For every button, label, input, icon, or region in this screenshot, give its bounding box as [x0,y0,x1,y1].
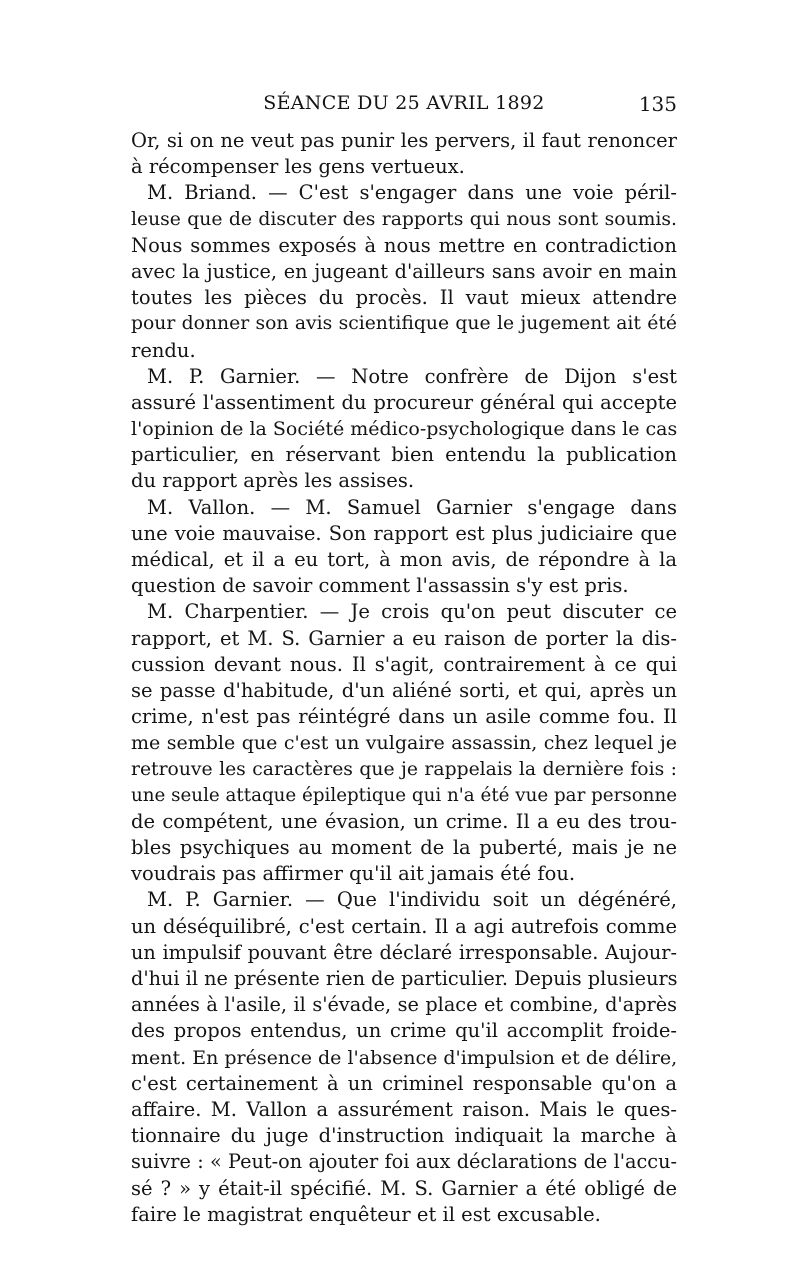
text-line: ment. En présence de l'absence d'impulsion et de délire, [131,1046,678,1069]
text-line: pour donner son avis scientifique que le jugement ait été [131,313,677,335]
text-line: question de savoir comment l'assassin s'y est pris. [131,574,629,598]
text-line: rendu. [131,338,196,362]
text-line: une voie mauvaise. Son rapport est plus judiciaire que [131,521,677,545]
text-line: particulier, en réservant bien entendu la publication [131,443,677,467]
text-line: une seule attaque épileptique qui n'a été vue par personne [131,784,677,806]
text-line: médical, et il a eu tort, à mon avis, de répondre à la [131,548,677,571]
text-line: toutes les pièces du procès. Il vaut mieux attendre [131,286,677,310]
text-line: c'est certainement à un criminel responsable qu'on a [131,1071,677,1095]
text-line: cussion devant nous. Il s'agit, contrairement à ce qui [131,652,677,676]
text-line: M. P. Garnier. — Que l'individu soit un dégénéré, [147,888,677,912]
text-line: sé ? » y était-il spécifié. M. S. Garnier a été obligé de [131,1176,677,1200]
text-line: d'hui il ne présente rien de particulier. Depuis plusieurs [131,967,678,990]
body-text [131,128,677,1228]
text-line: avec la justice, en jugeant d'ailleurs sans avoir en main [131,259,677,283]
text-line: rapport, et M. S. Garnier a eu raison de porter la dis- [131,626,677,650]
text-line: années à l'asile, il s'évade, se place et combine, d'après [131,993,677,1017]
text-line: M. P. Garnier. — Notre confrère de Dijon s'est [147,364,677,388]
text-line: l'opinion de la Société médico-psychologique dans le cas [131,418,678,441]
text-line: un déséquilibré, c'est certain. Il a agi autrefois comme [131,914,677,938]
page-number: 135 [638,92,677,116]
text-line: faire le magistrat enquêteur et il est excusable. [131,1202,601,1226]
text-line: assuré l'assentiment du procureur général qui accepte [131,390,677,414]
text-line: tionnaire du juge d'instruction indiquait la marche à [131,1124,677,1148]
text-line: des propos entendus, un crime qu'il accomplit froide- [131,1019,677,1043]
text-line: voudrais pas affirmer qu'il ait jamais été fou. [131,862,576,886]
text-line: de compétent, une évasion, un crime. Il a eu des trou- [131,809,677,833]
text-line: crime, n'est pas réintégré dans un asile comme fou. Il [131,705,677,729]
running-title: SÉANCE DU 25 AVRIL 1892 [263,92,545,114]
text-line: affaire. M. Vallon a assurément raison. Mais le ques- [131,1097,677,1121]
text-line: se passe d'habitude, d'un aliéné sorti, et qui, après un [131,678,677,702]
page-header [131,92,677,122]
text-line: M. Charpentier. — Je crois qu'on peut discuter ce [147,600,677,624]
text-line: à récompenser les gens vertueux. [131,155,465,179]
text-line: me semble que c'est un vulgaire assassin, chez lequel je [131,732,677,755]
text-line: leuse que de discuter des rapports qui nous sont soumis. [131,208,677,230]
text-line: un impulsif pouvant être déclaré irresponsable. Aujour- [131,940,677,964]
text-line: M. Briand. — C'est s'engager dans une voie péril- [147,181,677,205]
text-line: retrouve les caractères que je rappelais la dernière fois : [131,758,677,780]
text-line: du rapport après les assises. [131,469,415,493]
text-line: Nous sommes exposés à nous mettre en contradiction [131,233,677,257]
text-line: bles psychiques au moment de la puberté, mais je ne [131,836,677,860]
text-line: suivre : « Peut-on ajouter foi aux déclarations de l'accu- [131,1150,677,1174]
text-line: Or, si on ne veut pas punir les pervers, il faut renoncer [131,129,677,152]
text-line: M. Vallon. — M. Samuel Garnier s'engage dans [147,495,677,519]
